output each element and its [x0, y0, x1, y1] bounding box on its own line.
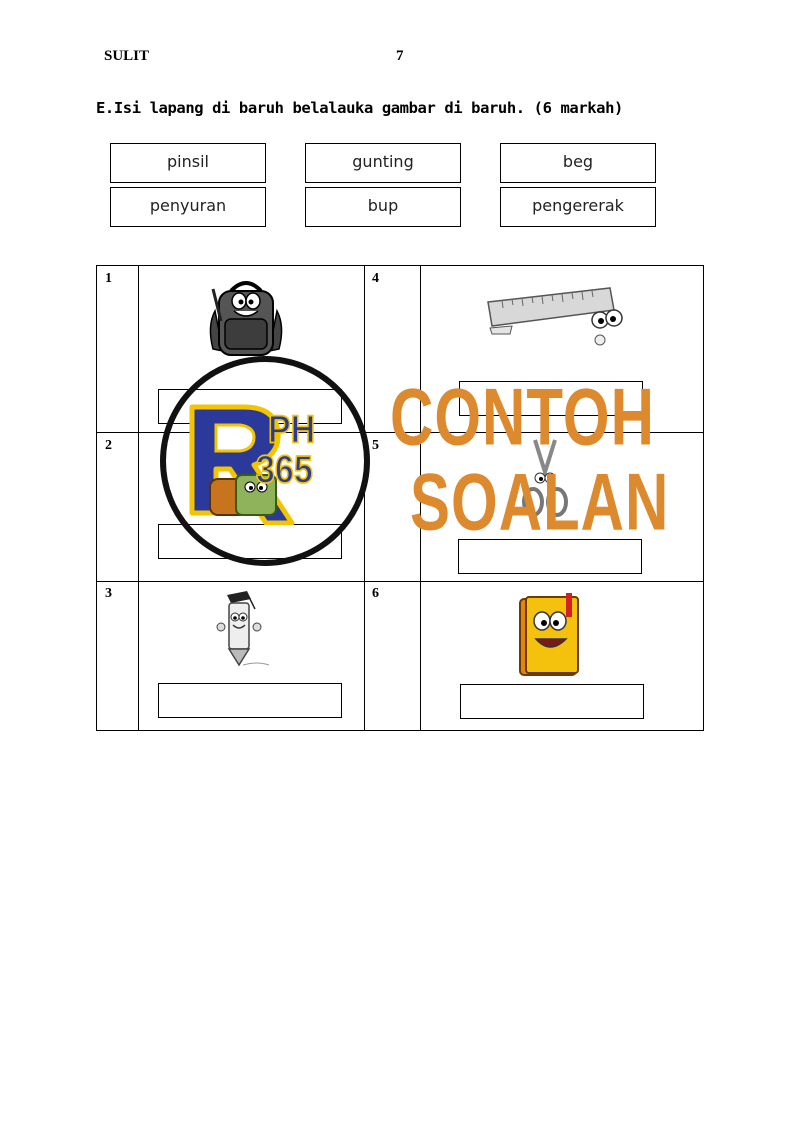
answer-box-3[interactable] [158, 683, 342, 718]
header-sulit: SULIT [104, 48, 150, 64]
ruler-icon [482, 284, 627, 346]
logo-text-ph: PH [268, 408, 316, 452]
question-number-5: 5 [372, 438, 379, 453]
logo-text-365: 365 [256, 448, 313, 492]
question-number-6: 6 [372, 586, 379, 601]
word-box-bup: bup [305, 187, 461, 227]
watermark-contoh: CONTOH [390, 371, 655, 462]
section-instruction: E.Isi lapang di baruh belalauka gambar di baruh. (6 markah) [96, 99, 623, 117]
question-number-4: 4 [372, 271, 379, 286]
word-box-gunting: gunting [305, 143, 461, 183]
word-box-beg: beg [500, 143, 656, 183]
table-divider [97, 581, 703, 582]
watermark-soalan: SOALAN [410, 456, 670, 547]
table-divider [138, 266, 139, 730]
word-box-pengererak: pengererak [500, 187, 656, 227]
school-bag-icon [201, 271, 291, 359]
answer-box-6[interactable] [460, 684, 644, 719]
page-number: 7 [396, 48, 404, 64]
book-icon [512, 593, 582, 679]
question-number-2: 2 [105, 438, 112, 453]
question-number-3: 3 [105, 586, 112, 601]
word-box-pinsil: pinsil [110, 143, 266, 183]
word-box-penyuran: penyuran [110, 187, 266, 227]
table-divider [364, 266, 365, 730]
question-number-1: 1 [105, 271, 112, 286]
pencil-icon [207, 591, 277, 669]
